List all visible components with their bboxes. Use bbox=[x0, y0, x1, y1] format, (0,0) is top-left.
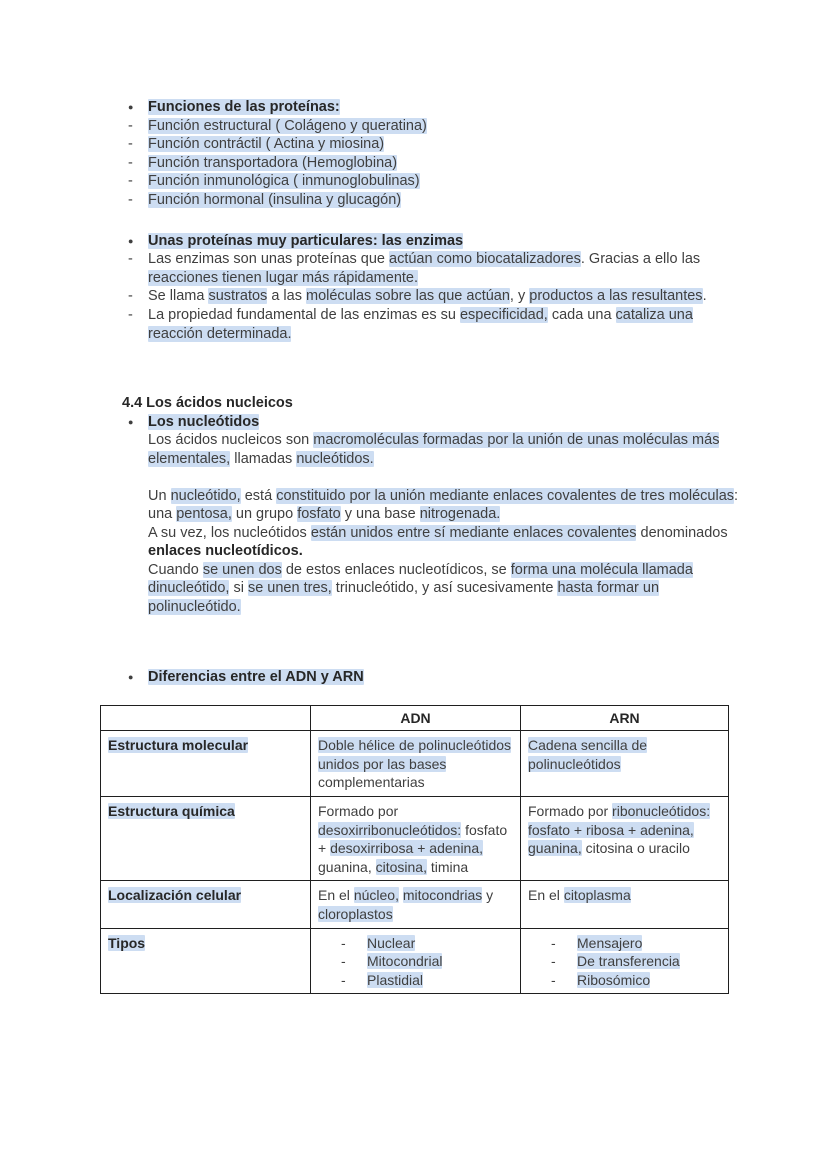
text-line bbox=[577, 934, 642, 953]
text-line bbox=[148, 269, 700, 288]
dash-marker: - bbox=[128, 154, 133, 171]
text-line bbox=[148, 542, 728, 561]
text-run: si bbox=[229, 580, 248, 597]
highlighted-text: forma una molécula llamada bbox=[510, 561, 693, 578]
dash-marker: - bbox=[128, 191, 133, 208]
text-line bbox=[577, 971, 650, 990]
vertical-spacer bbox=[100, 686, 728, 705]
text-run: Formado por bbox=[528, 803, 613, 820]
table-cell bbox=[521, 928, 729, 994]
text-line bbox=[528, 886, 722, 905]
text-line bbox=[318, 858, 514, 877]
text-line bbox=[148, 306, 693, 325]
cell-dash-list-item bbox=[551, 952, 722, 971]
text-line bbox=[148, 325, 693, 344]
paragraph bbox=[148, 487, 739, 617]
text-line bbox=[528, 802, 722, 821]
highlighted-text: nitrogenada. bbox=[419, 506, 501, 523]
highlighted-text: nucleótido, bbox=[170, 487, 241, 504]
text-run: Los ácidos nucleicos son bbox=[148, 432, 314, 449]
highlighted-text: Plastidial bbox=[367, 971, 424, 988]
text-line bbox=[318, 886, 514, 905]
dash-marker: - bbox=[341, 971, 346, 988]
paragraph bbox=[148, 431, 728, 468]
highlighted-text: Función inmunológica ( inmunoglobulinas) bbox=[148, 173, 420, 190]
highlighted-text: citoplasma bbox=[563, 887, 631, 904]
highlighted-text: hasta formar un bbox=[557, 580, 660, 597]
text-run: un grupo bbox=[231, 506, 298, 523]
text-line bbox=[148, 135, 384, 154]
highlighted-text: nucleótidos. bbox=[296, 450, 374, 467]
list-item-text bbox=[148, 135, 384, 154]
table-row bbox=[101, 928, 729, 994]
dash-marker: - bbox=[128, 136, 133, 153]
text-line bbox=[318, 773, 514, 792]
highlighted-text: están unidos entre sí mediante enlaces covalentes bbox=[310, 524, 637, 541]
highlighted-text: polinucleótidos bbox=[528, 755, 621, 772]
vertical-spacer bbox=[100, 617, 728, 668]
highlighted-text: ribonucleótidos: bbox=[612, 803, 711, 820]
text-line bbox=[108, 886, 304, 905]
text-line bbox=[122, 394, 728, 413]
highlighted-text: cataliza una bbox=[615, 306, 693, 323]
text-line bbox=[148, 450, 728, 469]
cell-dash-list-item bbox=[551, 971, 722, 990]
dash-marker: - bbox=[341, 934, 346, 951]
list-item-text bbox=[148, 172, 420, 191]
text-run: timina bbox=[426, 858, 469, 875]
table-cell bbox=[311, 928, 521, 994]
highlighted-text: Nuclear bbox=[367, 934, 416, 951]
text-run: fosfato bbox=[461, 821, 508, 838]
highlighted-text: Cadena sencilla de bbox=[528, 737, 648, 754]
text-run: La propiedad fundamental de las enzimas es su bbox=[148, 306, 460, 323]
highlighted-text: Mitocondrial bbox=[367, 953, 443, 970]
text-run: cada una bbox=[547, 306, 616, 323]
dash-marker: - bbox=[128, 117, 133, 134]
table-body bbox=[101, 731, 729, 994]
cell-list-item-text bbox=[367, 934, 415, 953]
bullet-list-item bbox=[128, 232, 728, 251]
cell-list-item-text bbox=[367, 952, 442, 971]
highlighted-text: fosfato bbox=[297, 506, 341, 523]
row-label-cell bbox=[101, 797, 311, 881]
text-line bbox=[148, 250, 700, 269]
text-run: complementarias bbox=[318, 774, 425, 791]
text-line bbox=[148, 487, 739, 506]
text-run: guanina, bbox=[318, 858, 376, 875]
text-run: y bbox=[482, 887, 494, 904]
text-line bbox=[367, 934, 415, 953]
highlighted-text: Estructura química bbox=[108, 803, 235, 820]
highlighted-text: Funciones de las proteínas: bbox=[148, 99, 340, 115]
dash-marker: - bbox=[551, 953, 556, 970]
highlighted-text: reacción determinada. bbox=[148, 325, 292, 342]
highlighted-text: fosfato + ribosa + adenina, bbox=[528, 821, 694, 838]
dash-list-item bbox=[128, 250, 728, 287]
table-header-cell: ADN bbox=[311, 706, 521, 731]
text-run: Formado por bbox=[318, 803, 399, 820]
highlighted-text: De transferencia bbox=[577, 953, 680, 970]
table-row bbox=[101, 731, 729, 797]
dash-marker: - bbox=[128, 306, 133, 323]
text-line bbox=[148, 431, 728, 450]
text-line bbox=[148, 232, 463, 251]
table-header-cell: ARN bbox=[521, 706, 729, 731]
row-label-cell bbox=[101, 731, 311, 797]
dash-marker: - bbox=[128, 173, 133, 190]
vertical-spacer bbox=[100, 343, 728, 394]
highlighted-text: polinucleótido. bbox=[148, 599, 241, 616]
bullet-marker: ● bbox=[128, 671, 134, 682]
text-run: Las enzimas son unas proteínas que bbox=[148, 251, 390, 268]
list-item-text bbox=[148, 306, 693, 343]
dash-list-item bbox=[128, 117, 728, 136]
text-line bbox=[528, 736, 722, 755]
row-label-cell bbox=[101, 881, 311, 928]
table-row bbox=[101, 881, 729, 928]
highlighted-text: Los nucleótidos bbox=[148, 413, 260, 430]
text-line bbox=[318, 821, 514, 840]
text-run: . bbox=[702, 288, 707, 305]
highlighted-text: Mensajero bbox=[577, 934, 643, 951]
table-row bbox=[101, 797, 729, 881]
text-run: Un bbox=[148, 487, 171, 504]
text-run: Cuando bbox=[148, 561, 203, 578]
list-item-text bbox=[148, 413, 259, 432]
highlighted-text: Localización celular bbox=[108, 887, 242, 904]
list-item-text bbox=[148, 287, 707, 306]
list-item-text bbox=[148, 191, 401, 210]
table-cell bbox=[521, 881, 729, 928]
text-run: : bbox=[734, 487, 739, 504]
text-line bbox=[108, 736, 304, 755]
text-line bbox=[148, 561, 728, 580]
text-line bbox=[148, 505, 728, 524]
highlighted-text: desoxirribonucleótidos: bbox=[318, 821, 462, 838]
text-line bbox=[148, 668, 364, 687]
text-line bbox=[528, 755, 722, 774]
list-item-text bbox=[148, 232, 463, 251]
bullet-list-item bbox=[128, 413, 728, 432]
table-cell bbox=[521, 731, 729, 797]
text-run: enlaces nucleotídicos. bbox=[148, 543, 303, 560]
highlighted-text: Diferencias entre el ADN y ARN bbox=[148, 668, 364, 685]
text-run: En el bbox=[528, 887, 564, 904]
dash-list-item bbox=[128, 135, 728, 154]
highlighted-text: elementales, bbox=[148, 450, 231, 467]
vertical-spacer bbox=[100, 210, 728, 232]
list-item-text bbox=[148, 117, 427, 136]
text-run: En el bbox=[318, 887, 354, 904]
highlighted-text: macromoléculas formadas por la unión de unas moléculas más bbox=[313, 432, 720, 449]
text-run: a las bbox=[267, 288, 306, 305]
cell-list-item-text bbox=[577, 952, 680, 971]
highlighted-text: moléculas sobre las que actúan bbox=[305, 288, 510, 305]
text-line bbox=[148, 598, 728, 617]
highlighted-text: constituido por la unión mediante enlaces covalentes de tres moléculas bbox=[276, 487, 735, 504]
text-line bbox=[108, 934, 304, 953]
cell-dash-list-item bbox=[551, 934, 722, 953]
text-run: , y bbox=[509, 288, 530, 305]
highlighted-text: Estructura molecular bbox=[108, 737, 249, 754]
text-line bbox=[367, 952, 442, 971]
text-line bbox=[148, 191, 401, 210]
table-cell bbox=[311, 797, 521, 881]
cell-list-item-text bbox=[367, 971, 423, 990]
highlighted-text: Función hormonal (insulina y glucagón) bbox=[148, 191, 402, 208]
highlighted-text: reacciones tienen lugar más rápidamente. bbox=[148, 269, 419, 286]
text-line bbox=[148, 579, 728, 598]
highlighted-text: unidos por las bases bbox=[318, 755, 447, 772]
highlighted-text: sustratos bbox=[208, 288, 268, 305]
bullet-list-item bbox=[128, 98, 728, 117]
text-line bbox=[148, 524, 728, 543]
table-cell bbox=[311, 881, 521, 928]
highlighted-text: desoxirribosa + adenina, bbox=[330, 840, 484, 857]
text-line bbox=[318, 736, 514, 755]
bullet-list-item bbox=[128, 668, 728, 687]
text-line bbox=[367, 971, 423, 990]
highlighted-text: productos a las resultantes bbox=[529, 288, 703, 305]
text-run: está bbox=[240, 487, 277, 504]
highlighted-text: se unen tres, bbox=[247, 580, 332, 597]
vertical-spacer bbox=[100, 469, 728, 487]
highlighted-text: Función estructural ( Colágeno y queratina) bbox=[148, 117, 427, 134]
text-line bbox=[108, 802, 304, 821]
section-heading bbox=[122, 394, 728, 413]
text-line bbox=[318, 802, 514, 821]
cell-dash-list-item bbox=[341, 952, 514, 971]
dash-marker: - bbox=[551, 971, 556, 988]
table-header-cell bbox=[101, 706, 311, 731]
list-item-text bbox=[148, 154, 397, 173]
list-item-text bbox=[148, 668, 364, 687]
dash-list-item bbox=[128, 287, 728, 306]
text-run: y una base bbox=[340, 506, 420, 523]
highlighted-text: Ribosómico bbox=[577, 971, 651, 988]
document-body bbox=[100, 98, 739, 994]
text-line bbox=[148, 172, 420, 191]
highlighted-text: especificidad, bbox=[459, 306, 548, 323]
dash-list-item bbox=[128, 191, 728, 210]
list-item-text bbox=[148, 98, 340, 117]
text-run: A su vez, los nucleótidos bbox=[148, 524, 311, 541]
highlighted-text: Función contráctil ( Actina y miosina) bbox=[148, 136, 385, 153]
highlighted-text: Unas proteínas muy particulares: las enzimas bbox=[148, 232, 464, 249]
bullet-marker: ● bbox=[128, 235, 134, 246]
text-line bbox=[528, 821, 722, 840]
bullet-marker: ● bbox=[128, 102, 134, 112]
text-run: una bbox=[148, 506, 177, 523]
dash-list-item bbox=[128, 154, 728, 173]
text-line bbox=[148, 154, 397, 173]
highlighted-text: citosina, bbox=[375, 858, 427, 875]
text-line bbox=[148, 413, 259, 432]
text-run: de estos enlaces nucleotídicos, se bbox=[281, 561, 511, 578]
highlighted-text: Doble hélice de polinucleótidos bbox=[318, 737, 512, 754]
dash-marker: - bbox=[128, 251, 133, 268]
text-run: llamadas bbox=[230, 450, 297, 467]
highlighted-text: mitocondrias bbox=[402, 887, 483, 904]
text-run: citosina o uracilo bbox=[581, 840, 690, 857]
highlighted-text: Tipos bbox=[108, 934, 146, 951]
text-line bbox=[148, 98, 340, 117]
table-cell bbox=[521, 797, 729, 881]
dash-list-item bbox=[128, 306, 728, 343]
text-line bbox=[148, 287, 707, 306]
text-run: 4.4 Los ácidos nucleicos bbox=[122, 395, 293, 412]
bullet-marker: ● bbox=[128, 416, 134, 427]
list-item-text bbox=[148, 250, 700, 287]
dash-marker: - bbox=[128, 288, 133, 305]
dash-marker: - bbox=[341, 953, 346, 970]
cell-dash-list-item bbox=[341, 934, 514, 953]
highlighted-text: pentosa, bbox=[176, 506, 232, 523]
text-line bbox=[318, 839, 514, 858]
highlighted-text: núcleo, bbox=[353, 887, 399, 904]
cell-list-item-text bbox=[577, 971, 650, 990]
highlighted-text: cloroplastos bbox=[318, 906, 393, 922]
text-run: Se llama bbox=[148, 288, 209, 305]
text-run: trinucleótido, y así sucesivamente bbox=[331, 580, 558, 597]
highlighted-text: actúan como biocatalizadores bbox=[389, 251, 581, 268]
text-line bbox=[528, 839, 722, 858]
text-line bbox=[318, 755, 514, 774]
table-cell bbox=[311, 731, 521, 797]
highlighted-text: Función transportadora (Hemoglobina) bbox=[148, 154, 398, 171]
table-header-row bbox=[101, 706, 729, 731]
text-run: denominados bbox=[636, 524, 728, 541]
text-line bbox=[148, 117, 427, 136]
text-line bbox=[577, 952, 680, 971]
cell-list-item-text bbox=[577, 934, 642, 953]
highlighted-text: dinucleótido, bbox=[148, 580, 230, 597]
table-head bbox=[101, 706, 729, 731]
text-line bbox=[318, 905, 514, 924]
text-run: . Gracias a ello las bbox=[580, 251, 701, 268]
row-label-cell bbox=[101, 928, 311, 994]
text-run: + bbox=[318, 840, 331, 857]
dash-marker: - bbox=[551, 934, 556, 951]
cell-dash-list-item bbox=[341, 971, 514, 990]
highlighted-text: se unen dos bbox=[202, 561, 282, 578]
adn-arn-comparison-table bbox=[100, 705, 729, 994]
highlighted-text: guanina, bbox=[528, 840, 582, 857]
dash-list-item bbox=[128, 172, 728, 191]
